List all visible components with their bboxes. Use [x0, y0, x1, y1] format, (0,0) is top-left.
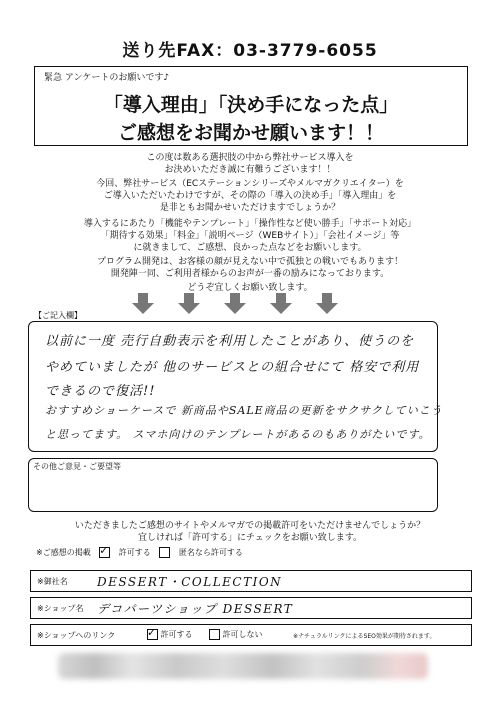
fax-number-header: 送り先FAX：03-3779-6055: [122, 41, 378, 61]
down-arrow-icon: [270, 293, 292, 315]
publish-allow-checkbox[interactable]: [99, 544, 110, 558]
check-mark-icon: ✓: [99, 544, 109, 557]
handwritten-line: おすすめショーケースで 新商品やSALE商品の更新をサクサクしていこう: [45, 404, 443, 417]
shop-name-value: デコパーツショップ DESSERT: [97, 602, 294, 616]
criteria-line: に就きまして、ご感想、良かった点などをお願いします。: [133, 243, 367, 253]
intro-text: [30, 152, 470, 176]
program-line: 開発陣一同、ご利用者様からのお声が一番の励みになっております。: [110, 269, 390, 279]
criteria-text: [30, 218, 470, 254]
closing-text: どうぞ宜しくお願い致します。: [187, 283, 313, 293]
seo-note: ※ナチュラルリンクによるSEO効果が期待されます。: [293, 633, 436, 640]
check-mark-icon: ✓: [147, 626, 157, 639]
handwritten-line: と思ってます。 スマホ向けのテンプレートがあるのもありがたいです。: [45, 428, 431, 441]
program-text: [30, 256, 470, 280]
comment-entry-box[interactable]: [28, 321, 443, 452]
publish-permission-row: [36, 544, 249, 558]
question-line: 今回、弊社サービス（ECステーションシリーズやメルマガクリエイター）を: [96, 179, 404, 189]
shop-name-field[interactable]: [30, 597, 472, 619]
down-arrow-icon: [132, 293, 154, 315]
question-line: 是非ともお聞かせいただけますでしょうか？: [159, 203, 341, 213]
criteria-line: 導入するにあたり「機能やテンプレート」「操作性など使い勝手」「サポート対応」: [83, 219, 417, 229]
intro-line: お決めいただき誠に有難うございます！！: [164, 165, 336, 175]
link-deny-label: 許可しない: [222, 630, 263, 639]
shop-link-label: ※ショップへのリンク: [37, 631, 116, 640]
permission-line: 宜しければ「許可する」にチェックをお願い致します。: [137, 533, 362, 543]
permission-request-text: [30, 520, 470, 544]
urgent-tag: 緊急 アンケートのお願いです♪: [44, 73, 170, 83]
publish-permission-label: ※ご感想の掲載: [36, 548, 91, 557]
other-comments-box[interactable]: [28, 458, 438, 512]
handwritten-line: 以前に一度 売行自動表示を利用したことがあり、使うのを: [45, 334, 415, 349]
handwritten-line: やめていましたが 他のサービスとの組合せにて 格安で利用: [45, 360, 420, 375]
link-allow-label: 許可する: [160, 630, 193, 639]
company-name-field[interactable]: [30, 570, 472, 592]
publish-anon-label: 匿名なら許可する: [178, 548, 243, 557]
intro-line: この度は数ある選択肢の中から弊社サービス導入を: [146, 153, 354, 163]
permission-line: いただきましたご感想のサイトやメルマガでの掲載許可をいただけませんでしょうか？: [74, 521, 426, 531]
company-name-label: ※御社名: [37, 577, 68, 586]
program-line: プログラム開発は、お客様の顔が見えない中で孤独との戦いでもあります！: [97, 257, 403, 267]
handwritten-line: できるので復活!!: [45, 384, 156, 399]
entry-section-label: 【ご記入欄】: [34, 311, 82, 320]
headline-primary: 「導入理由」「決め手になった点」: [103, 94, 399, 116]
company-name-value: DESSERT・COLLECTION: [97, 575, 283, 589]
link-deny-checkbox[interactable]: [209, 629, 220, 640]
headline-secondary: ご感想をお聞かせ願います！！: [117, 122, 384, 144]
other-comments-label: その他ご意見・ご要望等: [33, 462, 121, 471]
criteria-line: 「期待する効果」「料金」「説明ページ（WEBサイト）」「会社イメージ」等: [100, 231, 400, 241]
publish-anon-checkbox[interactable]: [159, 547, 170, 558]
down-arrow-icon: [224, 293, 246, 315]
publish-allow-label: 許可する: [118, 548, 151, 557]
shop-name-label: ※ショップ名: [37, 604, 84, 613]
blurred-footer: [58, 653, 428, 679]
question-text: [30, 178, 470, 214]
down-arrow-icon: [316, 293, 338, 315]
link-allow-checkbox[interactable]: [147, 626, 158, 640]
shop-link-field: [30, 624, 472, 646]
down-arrow-icon: [178, 293, 200, 315]
question-line: ご導入いただいたわけですが、その際の「導入の決め手」「導入理由」を: [103, 191, 397, 201]
down-arrows: [126, 293, 386, 319]
